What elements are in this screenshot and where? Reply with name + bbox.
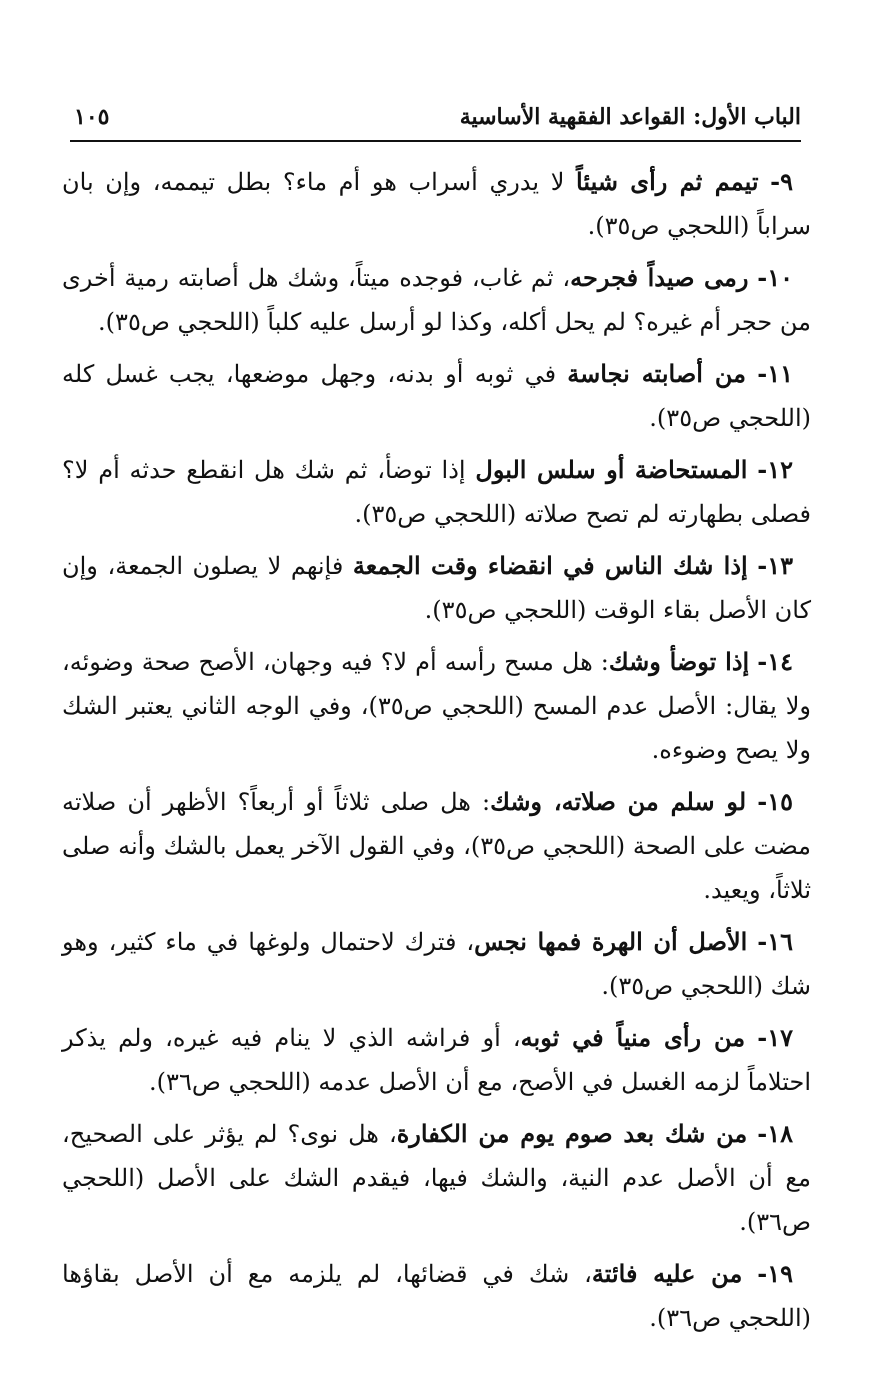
entry-lead: تيمم ثم رأى شيئاً (576, 167, 759, 196)
entry-number: ١٨- (757, 1119, 793, 1148)
entry-text: ، هل نوى؟ لم يؤثر على الصحيح، مع أن الأصل عدم النية، والشك فيها، فيقدم الشك على الأصل (اللحجي ص٣٦). (62, 1120, 811, 1236)
entry-19 (62, 1252, 811, 1340)
entry-lead: رمى صيداً فجرحه (570, 263, 749, 292)
entry-17 (62, 1016, 811, 1104)
entry-18 (62, 1112, 811, 1244)
entry-number: ١٥- (757, 787, 793, 816)
entry-number: ١١- (757, 359, 793, 388)
entry-13 (62, 544, 811, 632)
entry-lead: إذا توضأ وشك (608, 647, 750, 676)
entry-lead: من رأى منياً في ثوبه (520, 1023, 746, 1052)
entry-10 (62, 256, 811, 344)
entry-number: ١٧- (757, 1023, 793, 1052)
entry-lead: الأصل أن الهرة فمها نجس (474, 927, 748, 956)
entry-text: ، ثم غاب، فوجده ميتاً، وشك هل أصابته رمية أخرى من حجر أم غيره؟ لم يحل أكله، وكذا لو أرسل عليه كلباً (اللحجي ص٣٥). (62, 264, 811, 336)
entry-lead: المستحاضة أو سلس البول (475, 455, 748, 484)
entry-text: ، أو فراشه الذي لا ينام فيه غيره، ولم يذكر احتلاماً لزمه الغسل في الأصح، مع أن الأصل عدمه (اللحجي ص٣٦). (62, 1024, 811, 1096)
entry-16 (62, 920, 811, 1008)
entries-list (62, 160, 811, 1340)
entry-9 (62, 160, 811, 248)
entry-number: ١٩- (757, 1259, 793, 1288)
entry-text: : هل مسح رأسه أم لا؟ فيه وجهان، الأصح صحة وضوئه، ولا يقال: الأصل عدم المسح (اللحجي ص٣٥)، وفي الوجه الثاني يعتبر الشك ولا يصح وضوءه. (62, 648, 811, 764)
chapter-title: الباب الأول: القواعد الفقهية الأساسية (459, 104, 801, 130)
entry-text: إذا توضأ، ثم شك هل انقطع حدثه أم لا؟ فصلى بطهارته لم تصح صلاته (اللحجي ص٣٥). (62, 456, 811, 528)
entry-lead: إذا شك الناس في انقضاء وقت الجمعة (352, 551, 748, 580)
entry-number: ٩- (770, 167, 793, 196)
entry-lead: لو سلم من صلاته، وشك (490, 787, 747, 816)
entry-text: في ثوبه أو بدنه، وجهل موضعها، يجب غسل كله (اللحجي ص٣٥). (62, 360, 811, 432)
entry-14 (62, 640, 811, 772)
entry-text: فإنهم لا يصلون الجمعة، وإن كان الأصل بقاء الوقت (اللحجي ص٣٥). (62, 552, 811, 624)
page-number: ١٠٥ (74, 104, 110, 130)
entry-12 (62, 448, 811, 536)
entry-text: ، شك في قضائها، لم يلزمه مع أن الأصل بقاؤها (اللحجي ص٣٦). (62, 1260, 811, 1332)
entry-lead: من عليه فائتة (591, 1259, 743, 1288)
entry-11 (62, 352, 811, 440)
entry-number: ١٤- (757, 647, 794, 676)
entry-lead: من أصابته نجاسة (567, 359, 746, 388)
entry-lead: من شك بعد صوم يوم من الكفارة (396, 1119, 748, 1148)
entry-number: ١٣- (757, 551, 794, 580)
entry-number: ١٢- (757, 455, 794, 484)
entry-text: ، فترك لاحتمال ولوغها في ماء كثير، وهو شك (اللحجي ص٣٥). (62, 928, 811, 1000)
entry-15 (62, 780, 811, 912)
entry-text: : هل صلى ثلاثاً أو أربعاً؟ الأظهر أن صلاته مضت على الصحة (اللحجي ص٣٥)، وفي القول الآخر يعمل بالشك وأنه صلى ثلاثاً، ويعيد. (62, 788, 812, 904)
page-header (70, 100, 801, 142)
entry-text: لا يدري أسراب هو أم ماء؟ بطل تيممه، وإن بان سراباً (اللحجي ص٣٥). (62, 168, 811, 240)
entry-number: ١٠- (757, 263, 793, 292)
entry-number: ١٦- (757, 927, 793, 956)
